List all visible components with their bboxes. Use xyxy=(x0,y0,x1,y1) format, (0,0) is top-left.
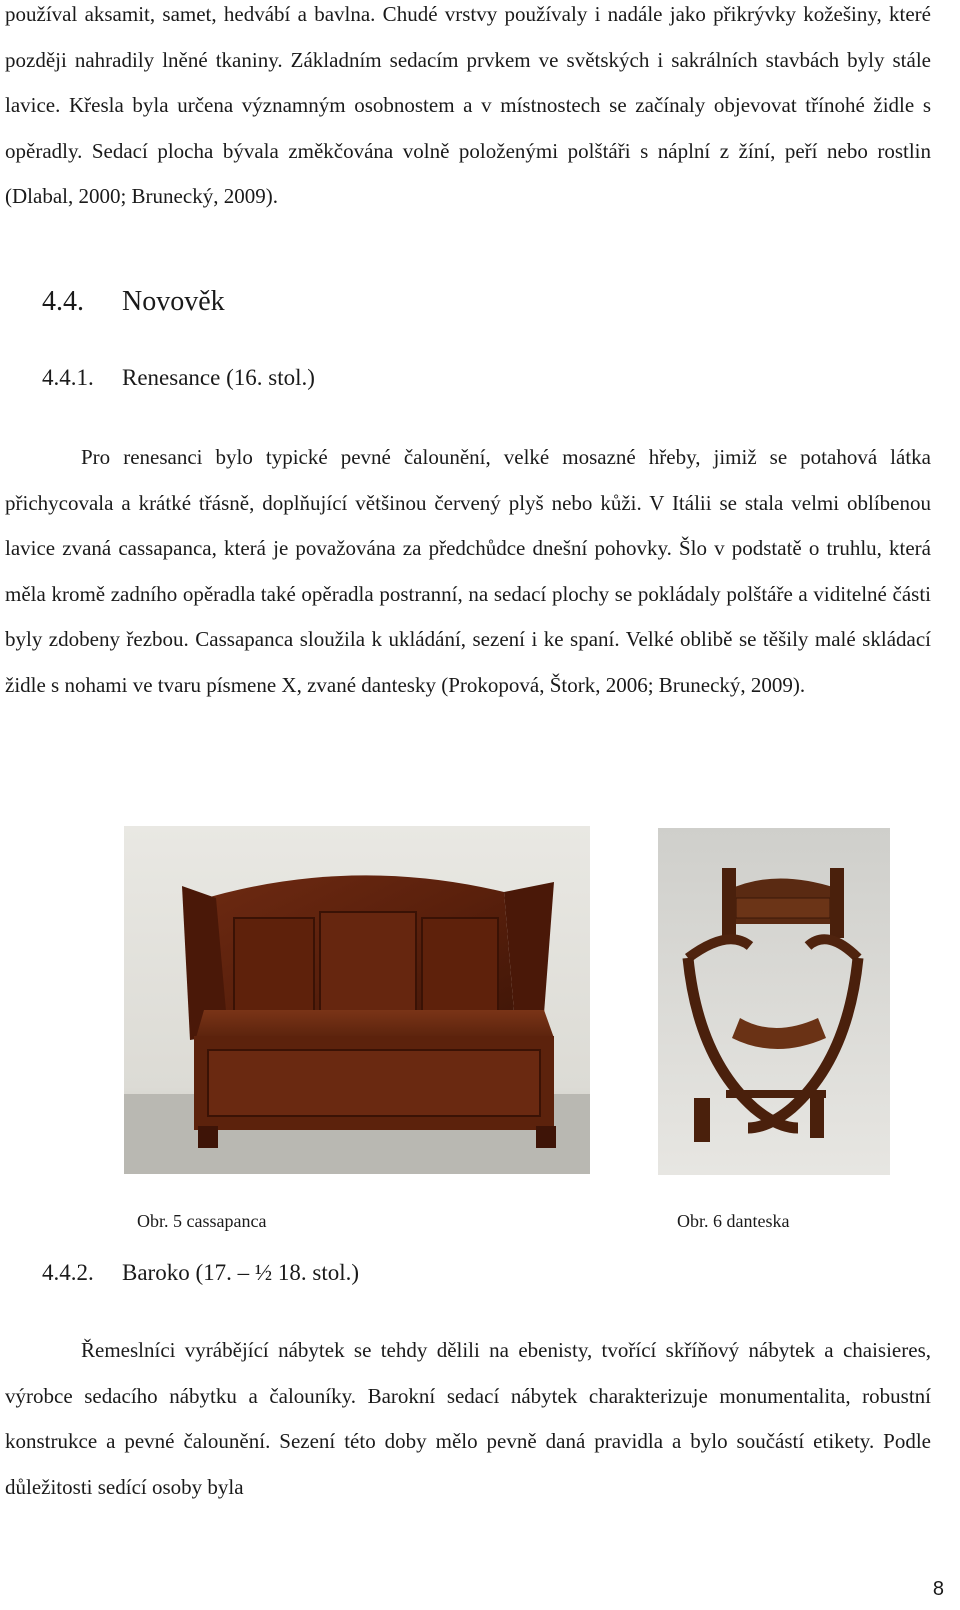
paragraph-renesance: Pro renesanci bylo typické pevné čalounění, velké mosazné hřeby, jimiž se potahová látka přichycovala a krátké třásně, doplňující většinou červený plyš nebo kůži. V Itálii se stala velmi oblíbenou lavice zvaná cassapanca, která je považována za předchůdce dnešní pohovky. Šlo v podstatě o truhlu, která měla kromě zadního opěradla také opěradla postranní, na sedací plochy se pokládaly polštáře a viditelné části byly zdobeny řezbou. Cassapanca sloužila k ukládání, sezení i ke spaní. Velké oblibě se těšily malé skládací židle s nohami ve tvaru písmene X, zvané dantesky (Prokopová, Štork, 2006; Brunecký, 2009). xyxy=(5,445,931,697)
danteska-image xyxy=(658,828,890,1175)
paragraph-baroko: Řemeslníci vyrábějící nábytek se tehdy dělili na ebenisty, tvořící skříňový nábytek a chaisieres, výrobce sedacího nábytku a čalouníky. Barokní sedací nábytek charakterizuje monumentalita, robustní konstrukce a pevné čalounění. Sezení této doby mělo pevně daná pravidla a bylo součástí etikety. Podle důležitosti sedící osoby byla xyxy=(5,1338,931,1499)
heading-title: Novověk xyxy=(122,286,225,317)
cassapanca-image xyxy=(124,826,590,1174)
figure-cassapanca xyxy=(124,826,590,1174)
heading-number: 4.4.1. xyxy=(42,365,94,390)
page-number: 8 xyxy=(932,1578,944,1600)
heading-baroko xyxy=(42,1260,359,1286)
paragraph-top: používal aksamit, samet, hedvábí a bavlna. Chudé vrstvy používaly i nadále jako přikrývky kožešiny, které později nahradily lněné tkaniny. Základním sedacím prvkem ve světských i sakrálních stavbách byly stále lavice. Křesla byla určena významným osobnostem a v místnostech se začínaly objevovat třínohé židle s opěradly. Sedací plocha bývala změkčována volně položenými polštáři s náplní z žíní, peří nebo rostlin (Dlabal, 2000; Brunecký, 2009). xyxy=(5,2,931,208)
heading-number: 4.4. xyxy=(42,286,84,317)
figure-danteska xyxy=(658,828,890,1175)
caption-fig6: Obr. 6 danteska xyxy=(677,1211,790,1231)
heading-renesance xyxy=(42,365,315,391)
caption-fig5: Obr. 5 cassapanca xyxy=(137,1211,267,1231)
heading-title: Renesance (16. stol.) xyxy=(122,365,315,390)
heading-number: 4.4.2. xyxy=(42,1260,94,1285)
heading-title: Baroko (17. – ½ 18. stol.) xyxy=(122,1260,360,1285)
heading-novovek xyxy=(42,286,225,318)
